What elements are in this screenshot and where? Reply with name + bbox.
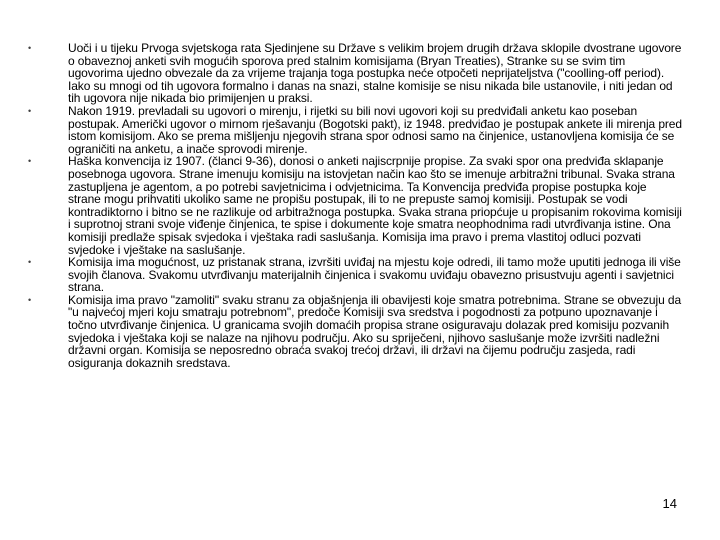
bullet-text: Uoči i u tijeku Prvoga svjetskoga rata Sjedinjene su Države s velikim brojem drugih država sklopile dvostrane ugovore o obaveznoj anketi svih mogućih sporova pred stalnim komisijama (Bryan Treaties), Stranke su se svim tim ugovorima ujedno obvezale da za vrijeme trajanja toga postupka neće otpočeti neprijateljstva ("coolling-off period). Iako su mnogi od tih ugovora formalno i danas na snazi, stalne komisije se nisu nikada bile ustanovile, i niti jedan od tih ugovora nije nikada bio primijenjen u praksi. <box>68 41 682 106</box>
list-item <box>28 256 682 294</box>
list-item <box>28 105 682 155</box>
bullet-icon: • <box>28 294 32 305</box>
bullet-text: Haška konvencija iz 1907. (članci 9-36), donosi o anketi najiscrpnije propise. Za svaki spor ona predviđa sklapanje posebnoga ugovora. Strane imenuju komisiju na istovjetan način kao što se imenuje arbitražni tribunal. Svaka strana zastupljena je agentom, a po potrebi savjetnicima i odvjetnicima. Ta Konvencija predviđa propise postupka koje strane mogu prihvatiti ukoliko same ne propišu postupak, ili to ne prepuste samoj komisiji. Postupak se vodi kontradiktorno i bitno se ne razlikuje od arbitražnoga postupka. Svaka strana priopćuje u propisanim rokovima komisiji i suprotnoj strani svoje viđenje činjenica, te spise i dokumente koje smatra neophodnima radi utvrđivanja istine. Ona komisiji predlaže spisak svjedoka i vještaka radi saslušanja. Komisija ima pravo i prema vlastitoj odluci pozvati svjedoke i vještake na saslušanje. <box>68 154 682 257</box>
bullet-text: Komisija ima pravo "zamoliti" svaku stranu za objašnjenja ili obavijesti koje smatra potrebnima. Strane se obvezuju da "u najvećoj mjeri koju smatraju potrebnom", predoče Komisiji sva sredstva i pogodnosti za potpuno upoznavanje i točno utvrđivanje činjenica. U granicama svojih domaćih propisa strane osiguravaju dolazak pred komisiju pozvanih svjedoka i vještaka koji se nalaze na njihovu području. Ako su spriječeni, njihovo saslušanje može izvršiti nadležni državni organ. Komisija se neposredno obraća svakoj trećoj državi, ili državi na čijemu području zasjeda, radi osiguranja dokaznih sredstava. <box>68 292 682 370</box>
bullet-text: Komisija ima mogućnost, uz pristanak strana, izvršiti uviđaj na mjestu koje odredi, ili tamo može uputiti jednoga ili više svojih članova. Svakomu utvrđivanju materijalnih činjenica i svakomu uviđaju obavezno prisustvuju agenti i savjetnici strana. <box>68 255 681 295</box>
page-number: 14 <box>662 496 677 511</box>
bullet-icon: • <box>28 105 32 116</box>
list-item <box>28 42 682 105</box>
bullet-icon: • <box>28 43 32 53</box>
bullet-icon: • <box>28 257 32 268</box>
bullet-text: Nakon 1919. prevladali su ugovori o mirenju, i rijetki su bili novi ugovori koji su predviđali anketu kao poseban postupak. Američki ugovor o mirnom rješavanju (Bogotski pakt), iz 1948. predviđao je postupak ankete ili mirenja pred istom komisijom. Ako se prema mišljenju njegovih strana spor odnosi samo na činjenice, ustanovljena komisija će se ograničiti na anketu, a inače sprovodi mirenje. <box>68 103 682 156</box>
list-item <box>28 155 682 256</box>
bullet-list <box>28 42 682 369</box>
list-item <box>28 294 682 370</box>
bullet-icon: • <box>28 156 32 167</box>
